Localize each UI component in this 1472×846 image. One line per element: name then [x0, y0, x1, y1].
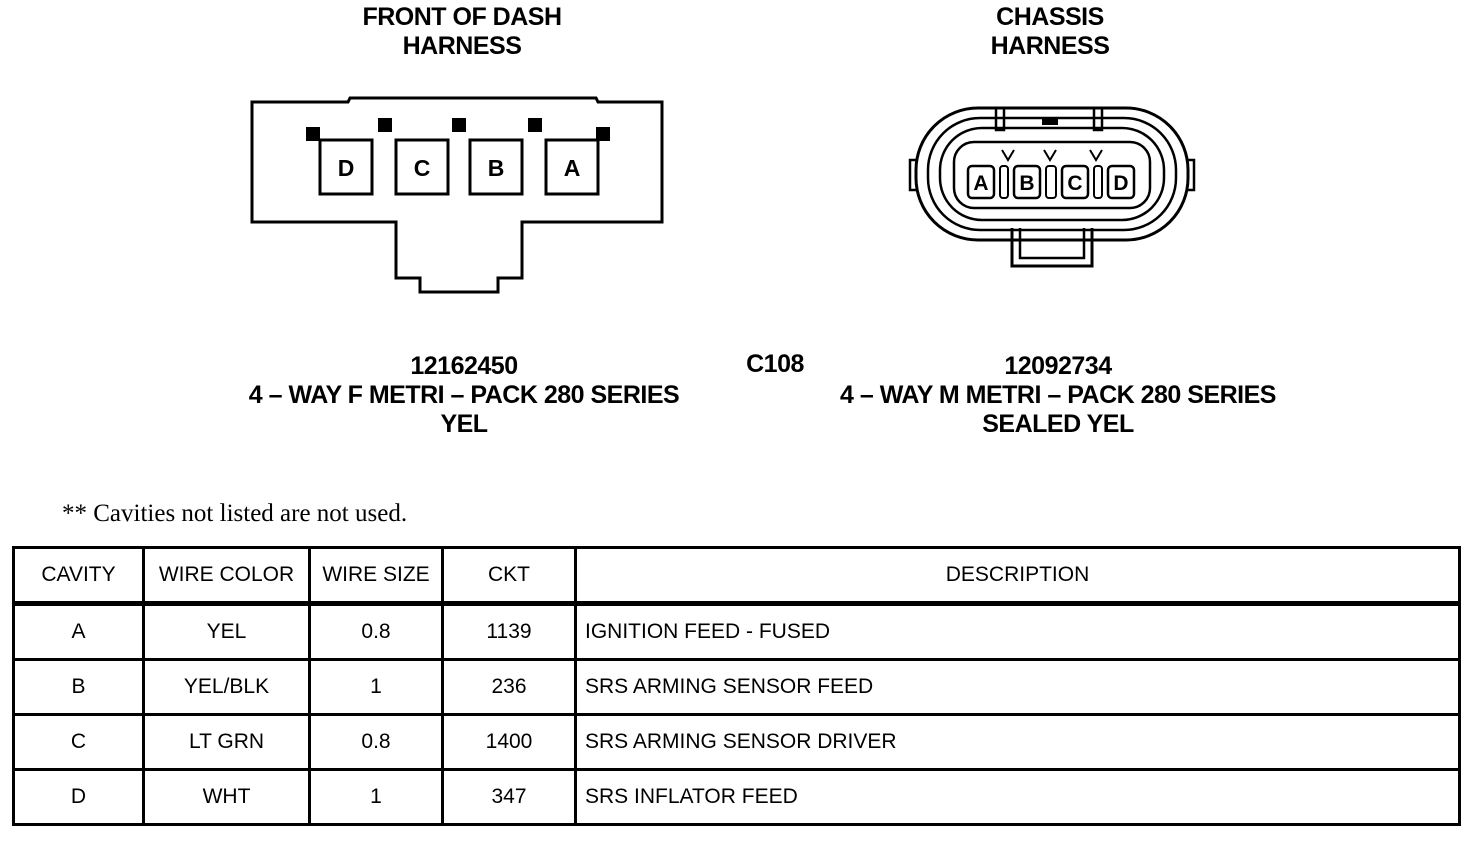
terminal-marker: [1002, 150, 1014, 160]
top-key-center: [1042, 117, 1058, 125]
wire-color-cell: YEL: [144, 604, 310, 660]
cavity-cell: B: [14, 660, 144, 715]
wire-size-cell: 1: [310, 770, 443, 825]
connector-id: C108: [746, 350, 804, 378]
cavity-divider: [1046, 166, 1056, 198]
unused-cavities-note: ** Cavities not listed are not used.: [62, 500, 408, 527]
locking-latch-inner: [1020, 228, 1084, 258]
connector-color: YEL: [440, 410, 488, 438]
cavity-c: [396, 140, 448, 194]
title-line: CHASSIS: [996, 3, 1104, 31]
title-line: HARNESS: [990, 32, 1110, 60]
cavity-cell: A: [14, 604, 144, 660]
table-row: [14, 660, 1460, 715]
cavity-b: [1014, 166, 1040, 198]
wire-size-cell: 0.8: [310, 715, 443, 770]
cavity-b: [470, 140, 522, 194]
header-wire-color: WIRE COLOR: [144, 548, 310, 604]
connector-color: SEALED YEL: [982, 410, 1134, 438]
description-cell: SRS ARMING SENSOR FEED: [576, 660, 1460, 715]
lock-tab: [452, 118, 466, 132]
wire-size-cell: 1: [310, 660, 443, 715]
connector-type: 4 – WAY F METRI – PACK 280 SERIES: [248, 381, 680, 409]
front-of-dash-harness-title: [312, 3, 612, 61]
cavity-label: D: [337, 155, 355, 181]
description-cell: IGNITION FEED - FUSED: [576, 604, 1460, 660]
header-ckt: CKT: [443, 548, 576, 604]
cavity-label: C: [413, 155, 431, 181]
ckt-cell: 347: [443, 770, 576, 825]
cavity-label: B: [1019, 172, 1035, 195]
ckt-cell: 1400: [443, 715, 576, 770]
cavity-label: D: [1113, 172, 1129, 195]
cavity-label: A: [563, 155, 581, 181]
wire-color-cell: LT GRN: [144, 715, 310, 770]
table-row: [14, 604, 1460, 660]
cavity-a: [968, 166, 994, 198]
lock-tab: [306, 127, 320, 141]
title-line: HARNESS: [402, 32, 522, 60]
description-cell: SRS INFLATOR FEED: [576, 770, 1460, 825]
cavity-label: B: [487, 155, 505, 181]
connector-type: 4 – WAY M METRI – PACK 280 SERIES: [840, 381, 1276, 409]
chassis-connector-caption: [778, 352, 1338, 439]
terminal-marker: [1044, 150, 1056, 160]
wire-size-cell: 0.8: [310, 604, 443, 660]
chassis-connector-drawing: [905, 100, 1200, 275]
cavity-divider: [1094, 166, 1102, 198]
table-header-row: [14, 548, 1460, 604]
cavity-divider: [1000, 166, 1008, 198]
pinout-table: [12, 546, 1461, 826]
cavity-label: A: [973, 172, 989, 195]
table-row: [14, 770, 1460, 825]
ckt-cell: 1139: [443, 604, 576, 660]
front-of-dash-connector-drawing: [240, 90, 680, 305]
connector-seal-ring: [928, 118, 1176, 230]
cavity-a: [546, 140, 598, 194]
table-row: [14, 715, 1460, 770]
header-cavity: CAVITY: [14, 548, 144, 604]
part-number: 12162450: [410, 352, 518, 380]
title-line: FRONT OF DASH: [362, 3, 562, 31]
cavity-label: C: [1067, 172, 1083, 195]
chassis-harness-title: [900, 3, 1200, 61]
cavity-d: [1108, 166, 1134, 198]
description-cell: SRS ARMING SENSOR DRIVER: [576, 715, 1460, 770]
header-description: DESCRIPTION: [576, 548, 1460, 604]
cavity-cell: D: [14, 770, 144, 825]
lock-tab: [378, 118, 392, 132]
locking-latch: [1012, 228, 1092, 266]
ckt-cell: 236: [443, 660, 576, 715]
cavity-d: [320, 140, 372, 194]
front-of-dash-connector-caption: [184, 352, 744, 439]
wire-color-cell: YEL/BLK: [144, 660, 310, 715]
header-wire-size: WIRE SIZE: [310, 548, 443, 604]
cavity-c: [1062, 166, 1088, 198]
terminal-marker: [1090, 150, 1102, 160]
wire-color-cell: WHT: [144, 770, 310, 825]
cavity-cell: C: [14, 715, 144, 770]
lock-tab: [528, 118, 542, 132]
part-number: 12092734: [1004, 352, 1112, 380]
